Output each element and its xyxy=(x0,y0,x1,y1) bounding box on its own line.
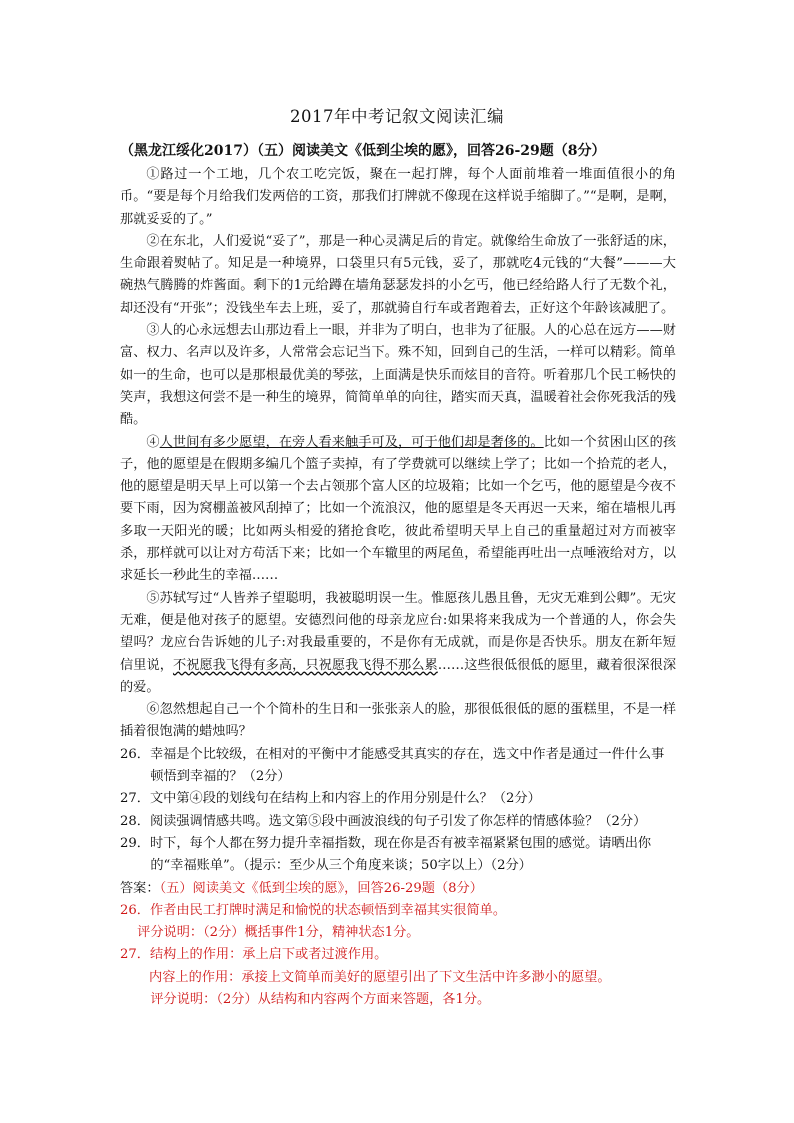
paragraph-4-text: 比如一个贫困山区的孩子，他的愿望是在假期多编几个篮子卖掉，有了学费就可以继续上学了；比如一个拾荒的老人，他的愿望是明天早上可以第一个去占领那个富人区的垃圾箱；比如一个乞丐，他的愿望是今夜不要下雨，因为窝棚盖被风刮掉了；比如一个流浪汉，他的愿望是冬天再迟一天来，缩在墙根儿再多取一天阳光的暖；比如两头相爱的猪抢食吃，彼此希望明天早上自己的重量超过对方而被宰杀，那样就可以让对方苟活下来；比如一个车辙里的两尾鱼，希望能再吐出一点唾液给对方，以求延长一秒此生的幸福…… xyxy=(120,434,677,584)
answer-label: 答案： xyxy=(120,880,160,896)
paragraph-5 xyxy=(120,588,676,699)
question-27: 27．文中第④段的划线句在结构上和内容上的作用分别是什么？（2分） xyxy=(120,791,541,807)
section-heading: （黑龙江绥化2017）（五）阅读美文《低到尘埃的愿》，回答26-29题（8分） xyxy=(120,143,606,159)
question-29: 29．时下，每个人都在努力提升幸福指数，现在你是否有被幸福紧紧包围的感觉。请晒出你的“幸福账单”。（提示：至少从三个角度来谈；50字以上）（2分） xyxy=(120,835,652,874)
answer-heading: （五）阅读美文《低到尘埃的愿》，回答26-29题（8分） xyxy=(159,880,483,896)
question-28: 28．阅读强调情感共鸣。选文第⑤段中画波浪线的句子引发了你怎样的情感体验？（2分） xyxy=(120,813,647,829)
answer-header xyxy=(120,878,676,900)
answer-26: 26．作者由民工打牌时满足和愉悦的状态顿悟到幸福其实很简单。 xyxy=(120,902,507,918)
answer-26-scoring: 评分说明：（2分）概括事件1分，精神状态1分。 xyxy=(137,925,420,941)
paragraph-4 xyxy=(120,432,676,588)
paragraph-6: ⑥忽然想起自己一个个简朴的生日和一张张亲人的脸，那很低很低的愿的蛋糕里，不是一样插着很饱满的蜡烛吗？ xyxy=(120,702,676,740)
answer-27-content: 内容上的作用：承接上文简单而美好的愿望引出了下文生活中许多渺小的愿望。 xyxy=(149,969,611,985)
underlined-sentence: 人世间有多少愿望，在旁人看来触手可及，可于他们却是奢侈的。 xyxy=(159,434,544,450)
answer-27-scoring: 评分说明：（2分）从结构和内容两个方面来答题，各1分。 xyxy=(150,991,491,1007)
paragraph-3: ③人的心永远想去山那边看上一眼，并非为了明白，也非为了征服。人的心总在远方——财富、权力、名声以及许多，人常常会忘记当下。殊不知，回到自己的生活，一样可以精彩。简单如一的生命，也可以是那根最优美的琴弦，上面满是快乐而炫目的音符。听着那几个民工畅快的笑声，我想这何尝不是一种生的境界，简简单单的向往，踏实而天真，温暖着社会你死我活的残酷。 xyxy=(120,323,676,428)
paragraph-5-text: ⑤苏轼写过“人皆养子望聪明，我被聪明误一生。惟愿孩儿愚且鲁，无灾无难到公卿”。无灾无难，便是他对孩子的愿望。安德烈问他的母亲龙应台:如果将来我成为一个普通的人，你会失望吗？龙应台告诉她的儿子:对我最重要的，不是你有无成就，而是你是否快乐。朋友在新年短信里说， xyxy=(120,590,676,673)
paragraph-2: ②在东北，人们爱说“妥了”，那是一种心灵满足后的肯定。就像给生命放了一张舒适的床，生命跟着熨帖了。知足是一种境界，口袋里只有5元钱，妥了，那就吃4元钱的“大餐”———大碗热气腾腾的炸酱面。剩下的1元给蹲在墙角瑟瑟发抖的小乞丐，他已经给路人行了无数个礼，却还没有“开张”；没钱坐车去上班，妥了，那就骑自行车或者跑着去，正好这个年龄该减肥了。 xyxy=(120,233,676,316)
paragraph-1: ①路过一个工地，几个农工吃完饭，聚在一起打牌，每个人面前堆着一堆面值很小的角币。“要是每个月给我们发两倍的工资，那我们打牌就不像现在这样说手缩脚了。”“是啊，是啊，那就妥妥的了。” xyxy=(120,167,676,227)
answer-27-structure: 27．结构上的作用：承上启下或者过渡作用。 xyxy=(120,947,388,963)
document-body xyxy=(120,164,676,1011)
question-26: 26．幸福是个比较级，在相对的平衡中才能感受其真实的存在，选文中作者是通过一件什么事顿悟到幸福的？（2分） xyxy=(120,746,665,785)
paragraph-5-tail: ……这些很低很低的愿里，藏着很深很深的爱。 xyxy=(120,657,677,695)
wavy-underlined-sentence: 不祝愿我飞得有多高，只祝愿我飞得不那么累 xyxy=(172,657,438,673)
document-title: 2017年中考记叙文阅读汇编 xyxy=(290,107,504,126)
paragraph-4-number: ④ xyxy=(146,434,160,450)
